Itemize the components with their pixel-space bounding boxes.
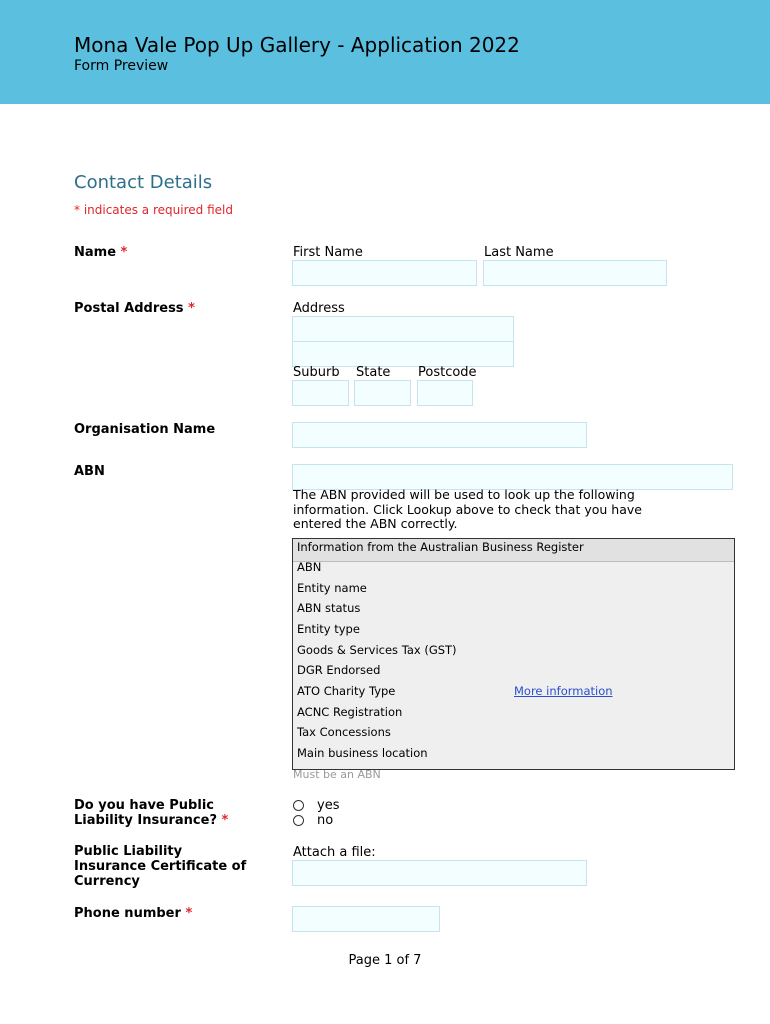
first-name-label: First Name <box>293 245 363 260</box>
form-header <box>0 0 770 104</box>
abr-row-ato-charity-type: ATO Charity Type <box>297 684 396 698</box>
liability-option-yes[interactable]: yes <box>293 798 339 813</box>
required-marker: * <box>185 906 193 921</box>
attach-file-label: Attach a file: <box>293 845 376 860</box>
organisation-name-input[interactable] <box>292 422 587 448</box>
organisation-name-label: Organisation Name <box>74 422 216 437</box>
state-label: State <box>356 365 391 380</box>
liability-option-no[interactable]: no <box>293 813 333 828</box>
postal-address-label: Postal Address * <box>74 301 195 316</box>
abn-register-panel <box>292 538 735 770</box>
required-marker: * <box>120 245 128 260</box>
postcode-input[interactable] <box>417 380 473 406</box>
abr-row-dgr-endorsed: DGR Endorsed <box>297 663 381 677</box>
abn-register-heading: Information from the Australian Business Register <box>293 539 734 562</box>
more-information-link[interactable]: More information <box>514 684 613 698</box>
abr-row-abn-status: ABN status <box>297 601 361 615</box>
phone-number-label: Phone number * <box>74 906 193 921</box>
suburb-label: Suburb <box>293 365 340 380</box>
abr-row-entity-name: Entity name <box>297 581 367 595</box>
attach-file-input[interactable] <box>292 860 587 886</box>
abn-hint: Must be an ABN <box>293 768 381 781</box>
state-input[interactable] <box>354 380 411 406</box>
abr-row-tax-concessions: Tax Concessions <box>297 725 391 739</box>
address-label: Address <box>293 301 345 316</box>
form-title: Mona Vale Pop Up Gallery - Application 2022 <box>74 33 520 57</box>
last-name-input[interactable] <box>483 260 667 286</box>
first-name-input[interactable] <box>292 260 477 286</box>
abr-row-main-business-location: Main business location <box>297 746 428 760</box>
address-line1-input[interactable] <box>292 316 514 342</box>
radio-yes[interactable] <box>293 800 304 811</box>
abr-row-acnc-registration: ACNC Registration <box>297 705 403 719</box>
abr-row-abn: ABN <box>297 560 322 574</box>
abr-row-gst: Goods & Services Tax (GST) <box>297 643 457 657</box>
abn-lookup-note: The ABN provided will be used to look up the following information. Click Lookup above to check that you have entered the ABN correctly. <box>293 487 642 531</box>
form-subtitle: Form Preview <box>74 58 169 74</box>
required-marker: * <box>221 813 229 828</box>
suburb-input[interactable] <box>292 380 349 406</box>
section-title: Contact Details <box>74 172 213 193</box>
name-label: Name * <box>74 245 128 260</box>
page-indicator: Page 1 of 7 <box>348 953 422 968</box>
liability-insurance-label: Do you have Public Liability Insurance? * <box>74 798 229 828</box>
abn-label: ABN <box>74 464 105 479</box>
phone-number-input[interactable] <box>292 906 440 932</box>
postcode-label: Postcode <box>418 365 477 380</box>
address-line2-input[interactable] <box>292 341 514 367</box>
required-field-note: * indicates a required field <box>74 203 233 217</box>
last-name-label: Last Name <box>484 245 554 260</box>
certificate-of-currency-label: Public Liability Insurance Certificate of Currency <box>74 844 247 889</box>
required-marker: * <box>188 301 195 316</box>
radio-no[interactable] <box>293 815 304 826</box>
abr-row-entity-type: Entity type <box>297 622 360 636</box>
